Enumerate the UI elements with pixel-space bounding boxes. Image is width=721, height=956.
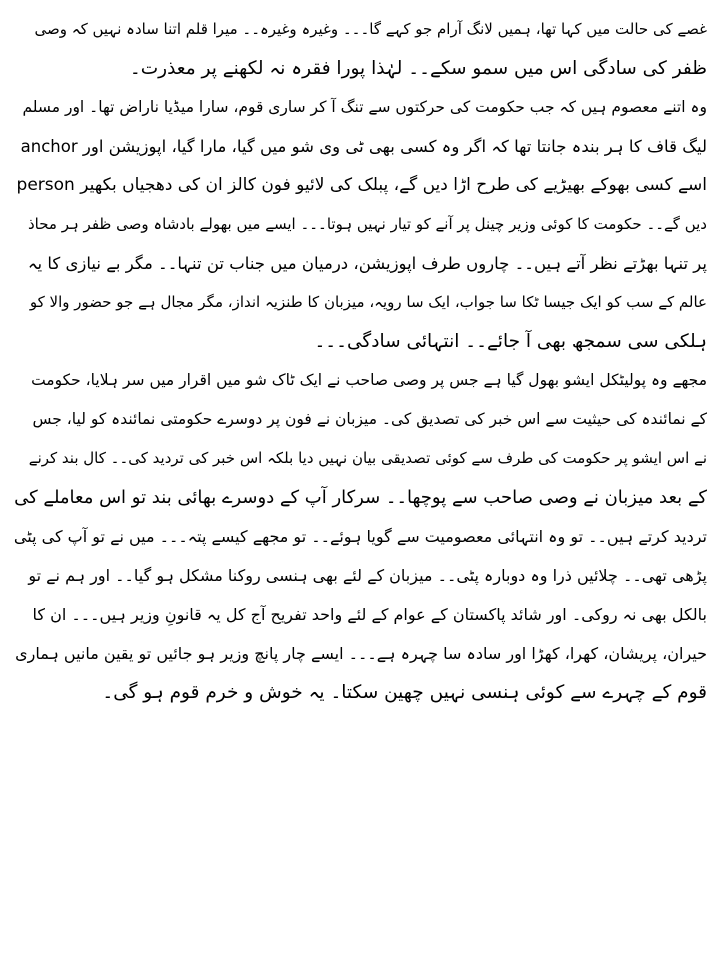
- text-line: عالم کے سب کو ایک جیسا ٹکا سا جواب، ایک سا رویہ، میزبان کا طنزیہ انداز، مگر مجال ہے جو حضور والا کو: [29, 293, 707, 311]
- text-line: ظفر کی سادگی اس میں سمو سکے۔۔ لہٰذا پورا فقرہ نہ لکھنے پر معذرت۔: [129, 58, 707, 79]
- text-line: قوم کے چہرے سے کوئی ہنسی نہیں چھین سکتا۔ یہ خوش و خرم قوم ہو گی۔: [102, 682, 707, 703]
- text-line: تردید کرتے ہیں۔۔ تو وہ انتہائی معصومیت سے گویا ہوئے۔۔ تو مجھے کیسے پتہ۔۔۔ میں نے تو آپ کی پٹی: [14, 527, 707, 546]
- paragraph-3: [14, 361, 707, 712]
- text-line: مجھے وہ پولیٹکل ایشو بھول گیا ہے جس پر وصی صاحب نے ایک ٹاک شو میں اقرار میں سر ہلایا، حکومت: [31, 371, 707, 389]
- text-line: پر تنہا بھڑتے نظر آتے ہیں۔۔ چاروں طرف اپوزیشن، درمیان میں جناب تن تنہا۔۔ مگر بے نیازی کا یہ: [27, 254, 707, 273]
- text-line: کے بعد میزبان نے وصی صاحب سے پوچھا۔۔ سرکار آپ کے دوسرے بھائی بند تو اس معاملے کی: [14, 487, 707, 508]
- text-line: غصے کی حالت میں کہا تھا، ہمیں لانگ آرام جو کہے گا۔۔۔ وغیرہ وغیرہ۔۔ میرا قلم اتنا سادہ نہیں کہ وصی: [34, 20, 707, 38]
- text-line: لیگ قاف کا ہر بندہ جانتا تھا کہ اگر وہ کسی بھی ٹی وی شو میں گیا، مارا گیا، اپوزیشن اور anchor: [20, 137, 707, 156]
- paragraph-2: [14, 88, 707, 361]
- paragraph-1: [14, 10, 707, 88]
- text-line: نے اس ایشو پر حکومت کی طرف سے کوئی تصدیقی بیان نہیں دیا بلکہ اس خبر کی تردید کی۔۔ کال بند کرنے: [28, 449, 707, 467]
- text-line: ہلکی سی سمجھ بھی آ جائے۔۔ انتہائی سادگی۔۔۔: [314, 331, 707, 352]
- text-line: دیں گے۔۔ حکومت کا کوئی وزیر چینل پر آنے کو تیار نہیں ہوتا۔۔۔ ایسے میں بھولے بادشاہ وصی ظفر ہر محاذ: [27, 215, 707, 233]
- text-line: حیران، پریشان، کھرا، کھڑا اور سادہ سا چہرہ ہے۔۔۔ ایسے چار پانچ وزیر ہو جائیں تو یقین مانیں ہماری: [15, 644, 707, 663]
- text-line: person اسے کسی بھوکے بھیڑیے کی طرح اڑا دیں گے، پبلک کی لائیو فون کالز ان کی دھجیاں بکھیر: [16, 175, 707, 195]
- text-line: وہ اتنے معصوم ہیں کہ جب حکومت کی حرکتوں سے تنگ آ کر ساری قوم، سارا میڈیا ناراض تھا۔ اور مسلم: [22, 98, 707, 116]
- text-line: پڑھی تھی۔۔ چلائیں ذرا وہ دوبارہ پٹی۔۔ میزبان کے لئے بھی ہنسی روکنا مشکل ہو گیا۔۔ اور ہم نے تو: [28, 566, 707, 585]
- text-line: بالکل بھی نہ روکی۔ اور شائد پاکستان کے عوام کے لئے واحد تفریح آج کل یہ قانونِ وزیر ہیں۔۔۔ ان کا: [32, 605, 707, 624]
- text-line: کے نمائندہ کی حیثیت سے اس خبر کی تصدیق کی۔ میزبان نے فون پر دوسرے حکومتی نمائندہ کو لیا، جس: [32, 410, 707, 428]
